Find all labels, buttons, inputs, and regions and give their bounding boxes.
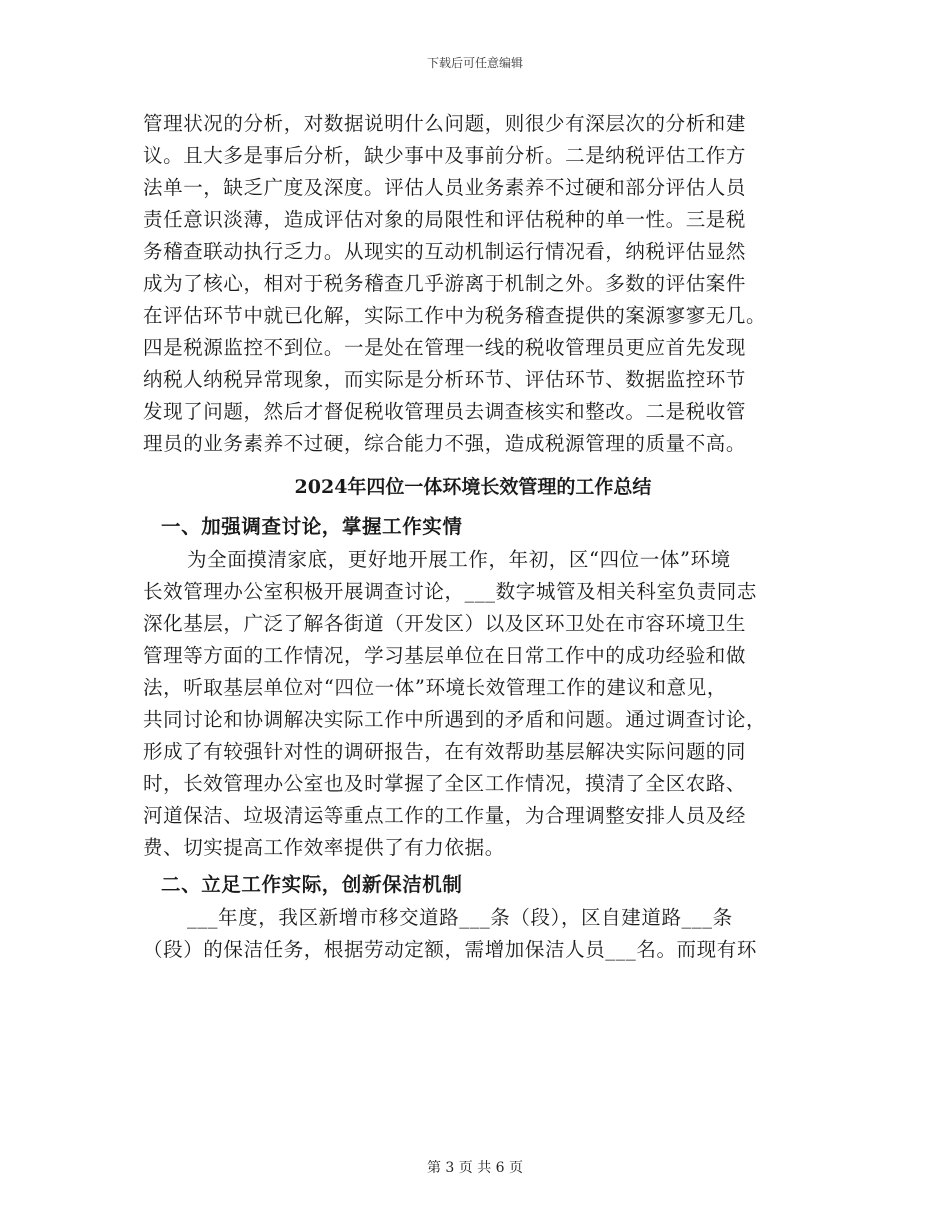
text-line: 成为了核心，相对于税务稽查几乎游离于机制之外。多数的评估案件 bbox=[143, 272, 747, 295]
text-line: 议。且大多是事后分析，缺少事中及事前分析。二是纳税评估工作方 bbox=[143, 144, 747, 167]
text-line: 责任意识淡薄，造成评估对象的局限性和评估税种的单一性。三是税 bbox=[143, 208, 747, 231]
section-1 bbox=[143, 510, 823, 864]
text-line: 务稽查联动执行乏力。从现实的互动机制运行情况看，纳税评估显然 bbox=[143, 240, 747, 263]
text-line: 形成了有较强针对性的调研报告，在有效帮助基层解决实际问题的同 bbox=[143, 740, 747, 763]
text-line: 费、切实提高工作效率提供了有力依据。 bbox=[143, 836, 505, 859]
paragraph-previous bbox=[143, 108, 823, 460]
section-2 bbox=[143, 868, 823, 966]
text-line: 共同讨论和协调解决实际工作中所遇到的矛盾和问题。通过调查讨论， bbox=[143, 708, 767, 731]
section-heading: 二、立足工作实际，创新保洁机制 bbox=[161, 873, 463, 896]
section-heading: 一、加强调查讨论，掌握工作实情 bbox=[161, 515, 463, 538]
text-line: ___年度，我区新增市移交道路___条（段），区自建道路___条 bbox=[187, 906, 733, 929]
header-note: 下载后可任意编辑 bbox=[426, 56, 523, 70]
text-line: 法单一，缺乏广度及深度。评估人员业务素养不过硬和部分评估人员 bbox=[143, 176, 747, 199]
text-line: 为全面摸清家底，更好地开展工作，年初，区“四位一体”环境 bbox=[187, 548, 731, 571]
text-line: 纳税人纳税异常现象，而实际是分析环节、评估环节、数据监控环节 bbox=[143, 368, 747, 391]
text-line: 理员的业务素养不过硬，综合能力不强，造成税源管理的质量不高。 bbox=[143, 432, 747, 455]
text-line: 管理状况的分析，对数据说明什么问题，则很少有深层次的分析和建 bbox=[143, 112, 747, 135]
page-number: 第 3 页 共 6 页 bbox=[426, 1160, 524, 1176]
document-body bbox=[143, 108, 823, 966]
text-line: 长效管理办公室积极开展调查讨论，___数字城管及相关科室负责同志 bbox=[143, 580, 757, 603]
text-line: 管理等方面的工作情况，学习基层单位在日常工作中的成功经验和做 bbox=[143, 644, 747, 667]
text-line: 发现了问题，然后才督促税收管理员去调查核实和整改。二是税收管 bbox=[143, 400, 747, 423]
text-line: 法，听取基层单位对“四位一体”环境长效管理工作的建议和意见， bbox=[143, 676, 727, 699]
text-line: 河道保洁、垃圾清运等重点工作的工作量，为合理调整安排人员及经 bbox=[143, 804, 747, 827]
document-title: 2024年四位一体环境长效管理的工作总结 bbox=[294, 476, 652, 498]
text-line: 四是税源监控不到位。一是处在管理一线的税收管理员更应首先发现 bbox=[143, 336, 747, 359]
text-line: 深化基层，广泛了解各街道（开发区）以及区环卫处在市容环境卫生 bbox=[143, 612, 747, 635]
text-line: 在评估环节中就已化解，实际工作中为税务稽查提供的案源寥寥无几。 bbox=[143, 304, 767, 327]
text-line: 时，长效管理办公室也及时掌握了全区工作情况，摸清了全区农路、 bbox=[143, 772, 747, 795]
text-line: （段）的保洁任务，根据劳动定额，需增加保洁人员___名。而现有环 bbox=[143, 938, 757, 961]
